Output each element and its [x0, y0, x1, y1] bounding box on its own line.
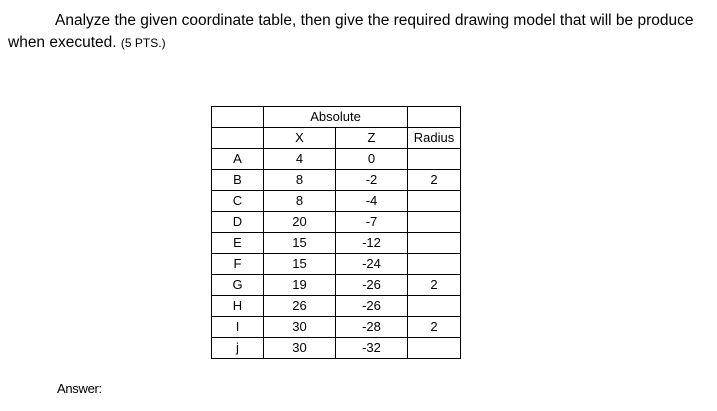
z-value-cell: -28: [336, 317, 408, 338]
point-label-cell: B: [212, 170, 264, 191]
table-row: [212, 338, 461, 359]
z-value-cell: 0: [336, 149, 408, 170]
table-row: [212, 149, 461, 170]
point-label-cell: C: [212, 191, 264, 212]
question-body: Analyze the given coordinate table, then give the required drawing model that will be produce when executed.: [8, 12, 694, 51]
z-value-cell: -26: [336, 296, 408, 317]
coordinate-table: [211, 106, 461, 359]
table-header-row: [212, 128, 461, 149]
x-value-cell: 8: [264, 191, 336, 212]
radius-value-cell: 2: [408, 275, 461, 296]
table-row: [212, 170, 461, 191]
table-row: [212, 233, 461, 254]
point-label-cell: E: [212, 233, 264, 254]
z-value-cell: -26: [336, 275, 408, 296]
label-column-header: [212, 128, 264, 149]
question-points: (5 PTS.): [120, 36, 166, 50]
radius-value-cell: 2: [408, 170, 461, 191]
point-label-cell: j: [212, 338, 264, 359]
z-value-cell: -2: [336, 170, 408, 191]
table-header-group-row: [212, 107, 461, 128]
table-row: [212, 212, 461, 233]
answer-label: Answer:: [57, 381, 102, 396]
point-label-cell: H: [212, 296, 264, 317]
radius-value-cell: [408, 338, 461, 359]
point-label-cell: F: [212, 254, 264, 275]
question-text: [8, 10, 714, 54]
z-value-cell: -32: [336, 338, 408, 359]
table-row: [212, 317, 461, 338]
z-value-cell: -7: [336, 212, 408, 233]
radius-value-cell: 2: [408, 317, 461, 338]
point-label-cell: G: [212, 275, 264, 296]
radius-value-cell: [408, 254, 461, 275]
radius-value-cell: [408, 296, 461, 317]
x-value-cell: 30: [264, 338, 336, 359]
z-value-cell: -12: [336, 233, 408, 254]
x-value-cell: 4: [264, 149, 336, 170]
table-row: [212, 191, 461, 212]
x-value-cell: 15: [264, 254, 336, 275]
radius-value-cell: [408, 191, 461, 212]
table-row: [212, 254, 461, 275]
radius-value-cell: [408, 149, 461, 170]
table-row: [212, 275, 461, 296]
empty-header-cell: [408, 107, 461, 128]
table-row: [212, 296, 461, 317]
x-value-cell: 19: [264, 275, 336, 296]
z-column-header: Z: [336, 128, 408, 149]
point-label-cell: A: [212, 149, 264, 170]
z-value-cell: -24: [336, 254, 408, 275]
point-label-cell: I: [212, 317, 264, 338]
x-column-header: X: [264, 128, 336, 149]
x-value-cell: 8: [264, 170, 336, 191]
absolute-group-header: Absolute: [264, 107, 408, 128]
radius-column-header: Radius: [408, 128, 461, 149]
x-value-cell: 20: [264, 212, 336, 233]
radius-value-cell: [408, 212, 461, 233]
radius-value-cell: [408, 233, 461, 254]
x-value-cell: 15: [264, 233, 336, 254]
empty-header-cell: [212, 107, 264, 128]
x-value-cell: 30: [264, 317, 336, 338]
x-value-cell: 26: [264, 296, 336, 317]
point-label-cell: D: [212, 212, 264, 233]
z-value-cell: -4: [336, 191, 408, 212]
